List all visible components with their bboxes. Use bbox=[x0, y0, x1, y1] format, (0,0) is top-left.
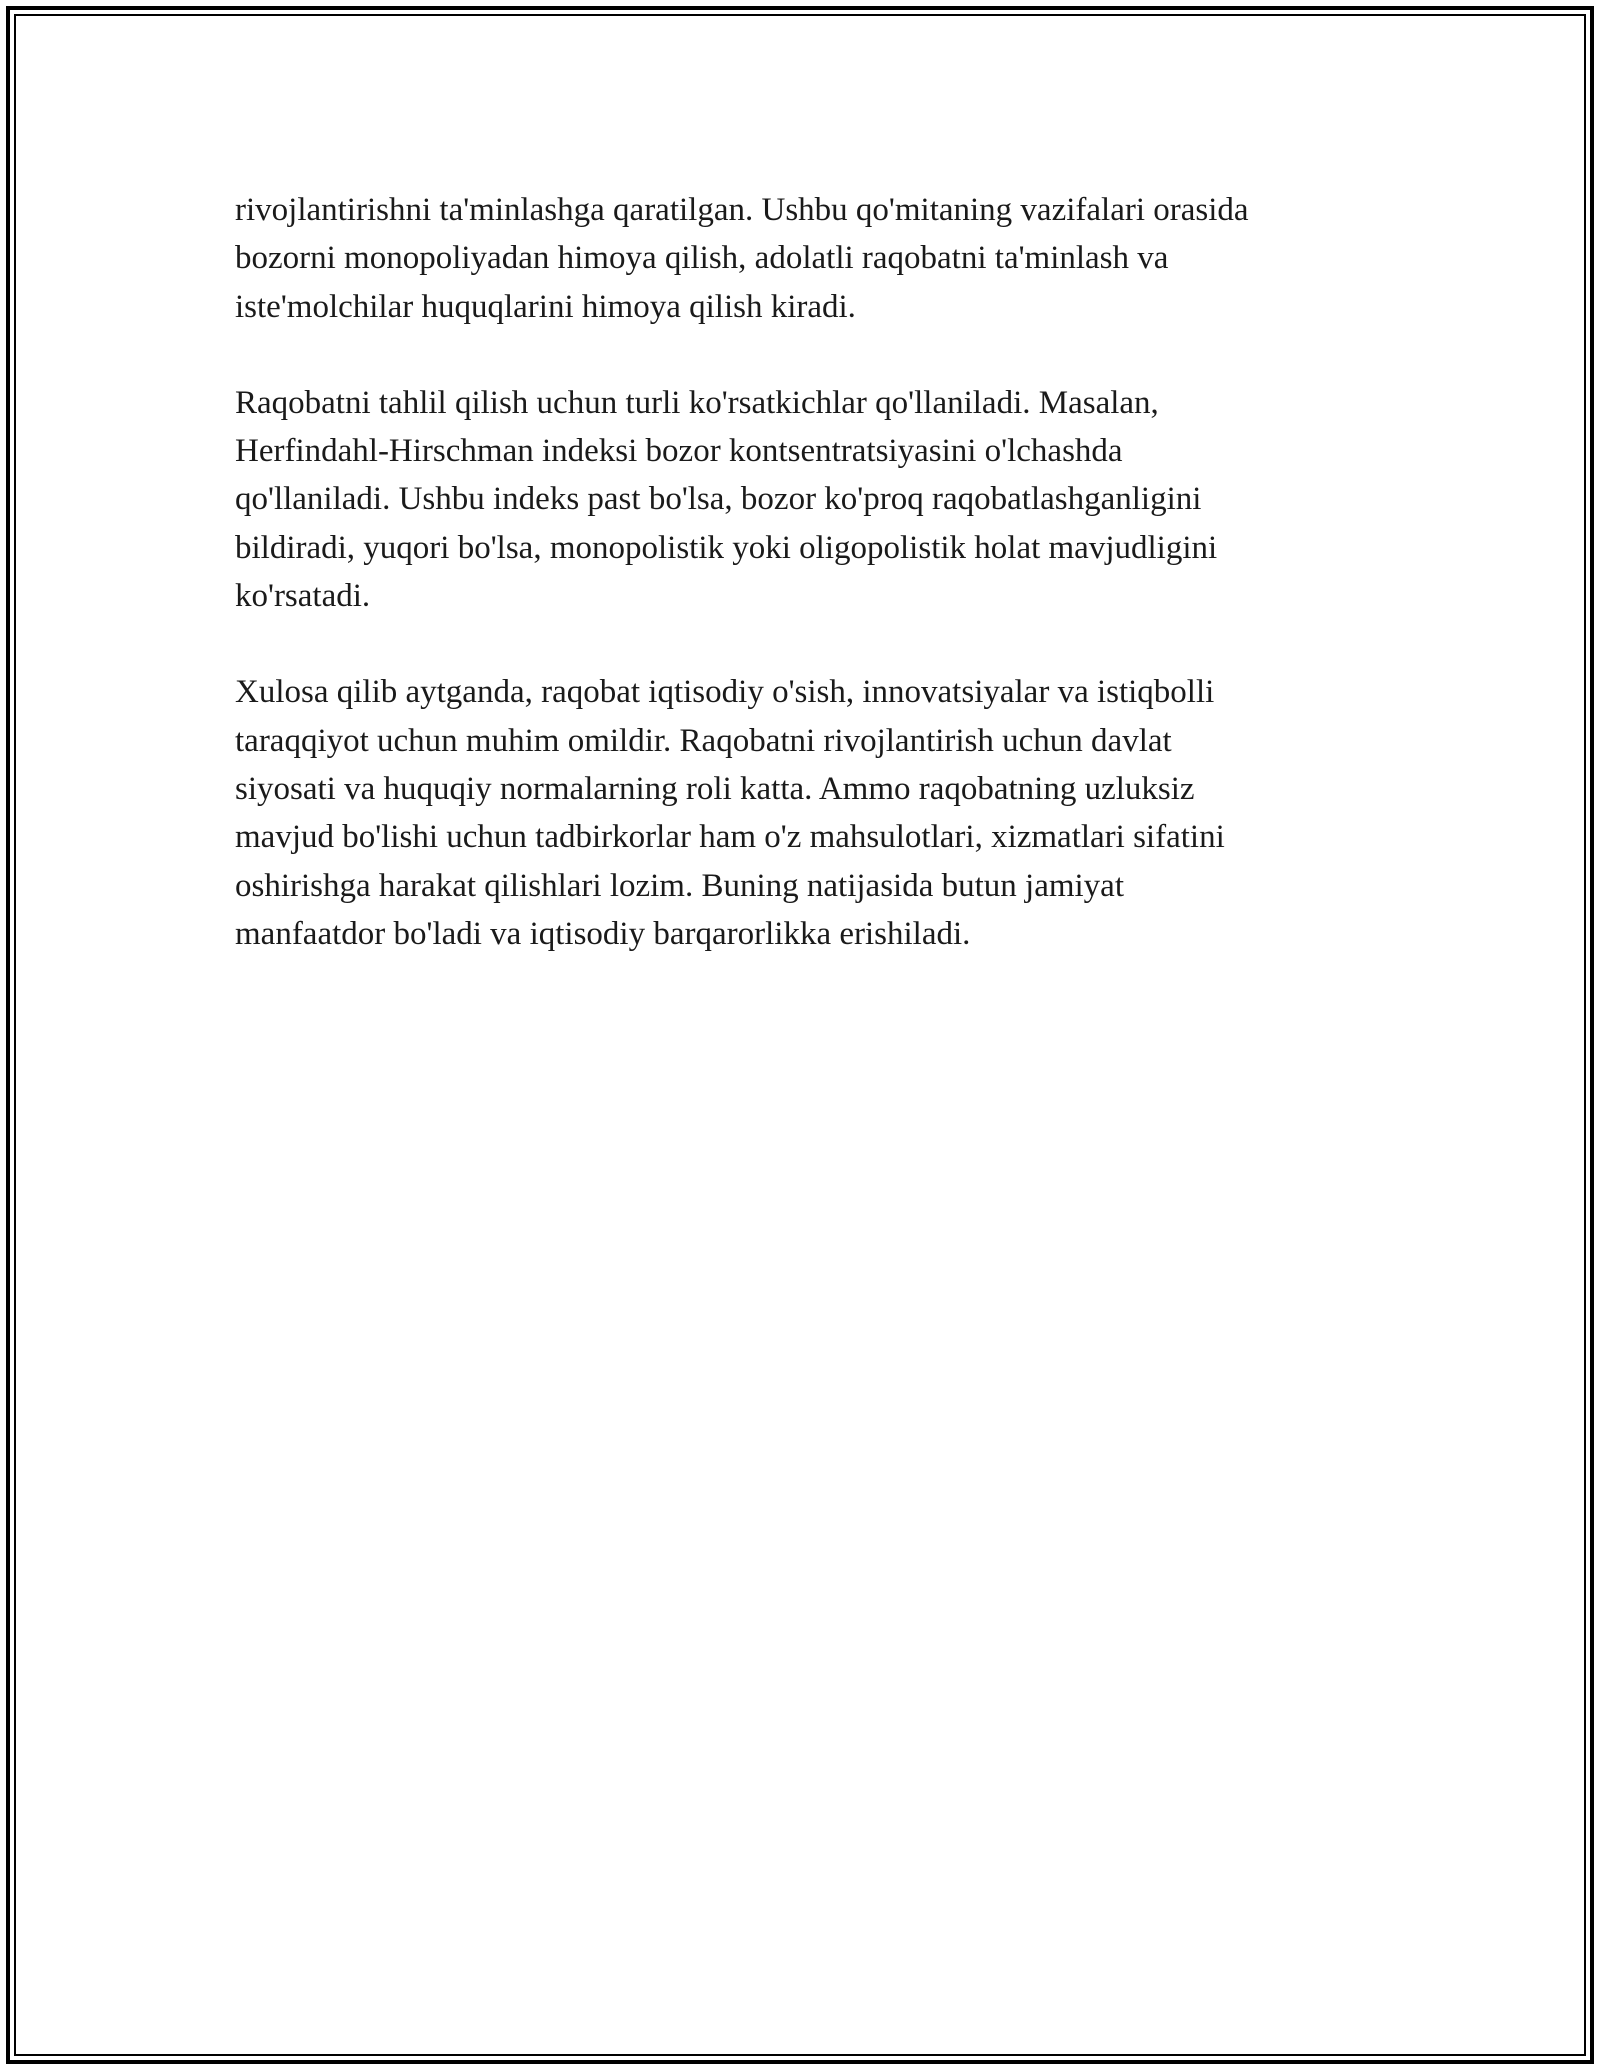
document-body bbox=[235, 186, 1395, 1006]
paragraph-3: Xulosa qilib aytganda, raqobat iqtisodiy o'sish, innovatsiyalar va istiqbolli taraqqiyot uchun muhim omildir. Raqobatni rivojlantirish uchun davlat siyosati va huquqiy normalarning roli katta. Ammo raqobatning uzluksiz mavjud bo'lishi uchun tadbirkorlar ham o'z mahsulotlari, xizmatlari sifatini oshirishga harakat qilishlari lozim. Buning natijasida butun jamiyat manfaatdor bo'ladi va iqtisodiy barqarorlikka erishiladi. bbox=[235, 674, 1225, 952]
paragraph-1: rivojlantirishni ta'minlashga qaratilgan. Ushbu qo'mitaning vazifalari orasida bozorni monopoliyadan himoya qilish, adolatli raqobatni ta'minlash va iste'molchilar huquqlarini himoya qilish kiradi. bbox=[235, 192, 1249, 325]
paragraph-2: Raqobatni tahlil qilish uchun turli ko'rsatkichlar qo'llaniladi. Masalan, Herfindahl-Hirschman indeksi bozor kontsentratsiyasini o'lchashda qo'llaniladi. Ushbu indeks past bo'lsa, bozor ko'proq raqobatlashganligini bildiradi, yuqori bo'lsa, monopolistik yoki oligopolistik holat mavjudligini ko'rsatadi. bbox=[235, 384, 1218, 615]
